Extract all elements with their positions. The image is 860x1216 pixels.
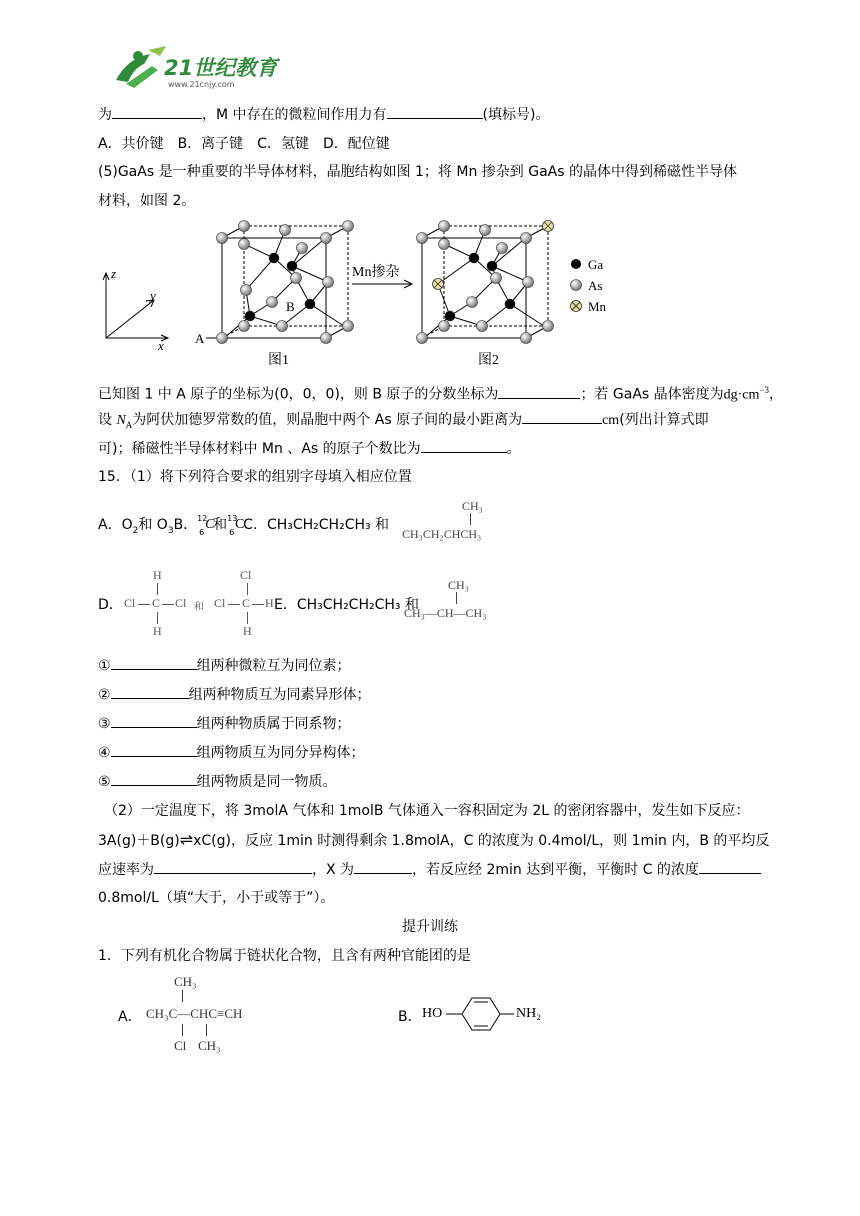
line-5: 已知图 1 中 A 原子的坐标为(0，0，0)，则 B 原子的分数坐标为 ；若 GaAs 晶体密度为$dg\cdot cm^{-3}$， xyxy=(98,385,783,403)
blank[interactable] xyxy=(112,104,202,119)
fill-3: ③ 组两种物质属于同系物； xyxy=(98,713,351,734)
line-14: 0.8mol/L（填“大于，小于或等于”）。 xyxy=(98,890,335,906)
fill-1: ① 组两种微粒互为同位素； xyxy=(98,655,351,676)
question-15: 15．（1）将下列符合要求的组别字母填入相应位置 xyxy=(98,469,412,485)
blank[interactable] xyxy=(522,409,602,424)
line-11: （2）一定温度下，将 3molA 气体和 1molB 气体通入一容积固定为 2L 的密闭容器中，发生如下反应： xyxy=(104,803,750,819)
label-b: B xyxy=(286,299,295,314)
fill-4: ④ 组两物质互为同分异构体； xyxy=(98,742,365,763)
option-b-label: B． xyxy=(398,1009,422,1025)
section-title: 提升训练 xyxy=(402,919,458,935)
blank[interactable] xyxy=(498,384,580,399)
legend-mn: Mn xyxy=(588,299,607,314)
options-de: D． xyxy=(98,597,123,613)
line-6: 设 $N_A$为阿伏加德罗常数的值，则晶胞中两个 As 原子间的最小距离为 cm(列出计算式即 xyxy=(98,409,709,435)
cell-1-atoms xyxy=(217,221,354,344)
option-e: E．CH₃CH₂CH₂CH₃ 和 xyxy=(274,597,419,613)
arrow-label: Mn掺杂 xyxy=(352,265,400,280)
legend-as: As xyxy=(588,278,603,293)
axis-z: z xyxy=(111,266,117,281)
structure-isobutane-c: CH₃ CH₃CH₂CHCH₃ xyxy=(402,499,483,541)
axes xyxy=(103,273,168,341)
line-2: A．共价键 B．离子键 C．氢键 D．配位键 xyxy=(98,136,390,152)
legend-ga: Ga xyxy=(588,257,604,272)
isotope-c13: 13 6 C xyxy=(227,514,245,537)
line-4: 材料，如图 2。 xyxy=(98,193,196,209)
crystal-figure xyxy=(96,218,656,370)
legend xyxy=(571,257,607,314)
blank[interactable] xyxy=(111,655,197,670)
structure-option-a: CH₃ CH₃C—CHC≡CH Cl CH₃ xyxy=(146,974,243,1053)
problem-1: 1．下列有机化合物属于链状化合物，且含有两种官能团的是 xyxy=(98,948,471,964)
line-3: (5)GaAs 是一种重要的半导体材料，晶胞结构如图 1；将 Mn 掺杂到 GaAs 的晶体中得到稀磁性半导体 xyxy=(98,164,737,180)
blank[interactable] xyxy=(421,438,507,453)
blank[interactable] xyxy=(699,859,761,874)
blank[interactable] xyxy=(111,713,197,728)
line-1: 为 ，M 中存在的微粒间作用力有 (填标号)。 xyxy=(98,104,549,125)
fig-2-caption: 图2 xyxy=(478,353,499,368)
line-13: 应速率为 ，X 为 ，若反应经 2min 达到平衡，平衡时 C 的浓度 xyxy=(98,859,761,880)
blank[interactable] xyxy=(154,859,312,874)
blank[interactable] xyxy=(111,684,189,699)
logo-brand: 21世纪教育 xyxy=(164,56,278,80)
isotope-c12: 12 6 C xyxy=(197,514,215,537)
label-a: A xyxy=(195,331,205,346)
blank[interactable] xyxy=(354,859,412,874)
line-7: 可)；稀磁性半导体材料中 Mn 、As 的原子个数比为 。 xyxy=(98,438,521,459)
structure-dichloromethane: H Cl C Cl H 和 Cl Cl C H H xyxy=(124,568,274,638)
fill-2: ② 组两种物质互为同素异形体； xyxy=(98,684,371,705)
fill-5: ⑤ 组两物质是同一物质。 xyxy=(98,771,337,792)
structure-isobutane-e: CH₃ CH₃—CH—CH₃ xyxy=(404,578,487,620)
doping-arrow xyxy=(352,263,412,288)
axis-y: y xyxy=(150,288,156,303)
line-12: 3A(g)＋B(g)⇌xC(g)，反应 1min 时测得剩余 1.8molA，C 的浓度为 0.4mol/L，则 1min 内，B 的平均反 xyxy=(98,830,770,849)
options-abc: A．$O_2$和 $O_3B$． 12 6 C 和 13 6 C C．CH₃CH₂CH₂CH₃ 和 xyxy=(98,514,390,537)
logo xyxy=(108,40,288,96)
blank[interactable] xyxy=(387,104,483,119)
logo-url: www.21cnjy.com xyxy=(168,80,235,89)
structure-option-b: HO NH₂ xyxy=(422,992,552,1036)
option-a-label: A． xyxy=(118,1009,142,1025)
blank[interactable] xyxy=(111,742,197,757)
axis-x: x xyxy=(158,338,164,353)
blank[interactable] xyxy=(111,771,197,786)
fig-1-caption: 图1 xyxy=(268,353,289,368)
